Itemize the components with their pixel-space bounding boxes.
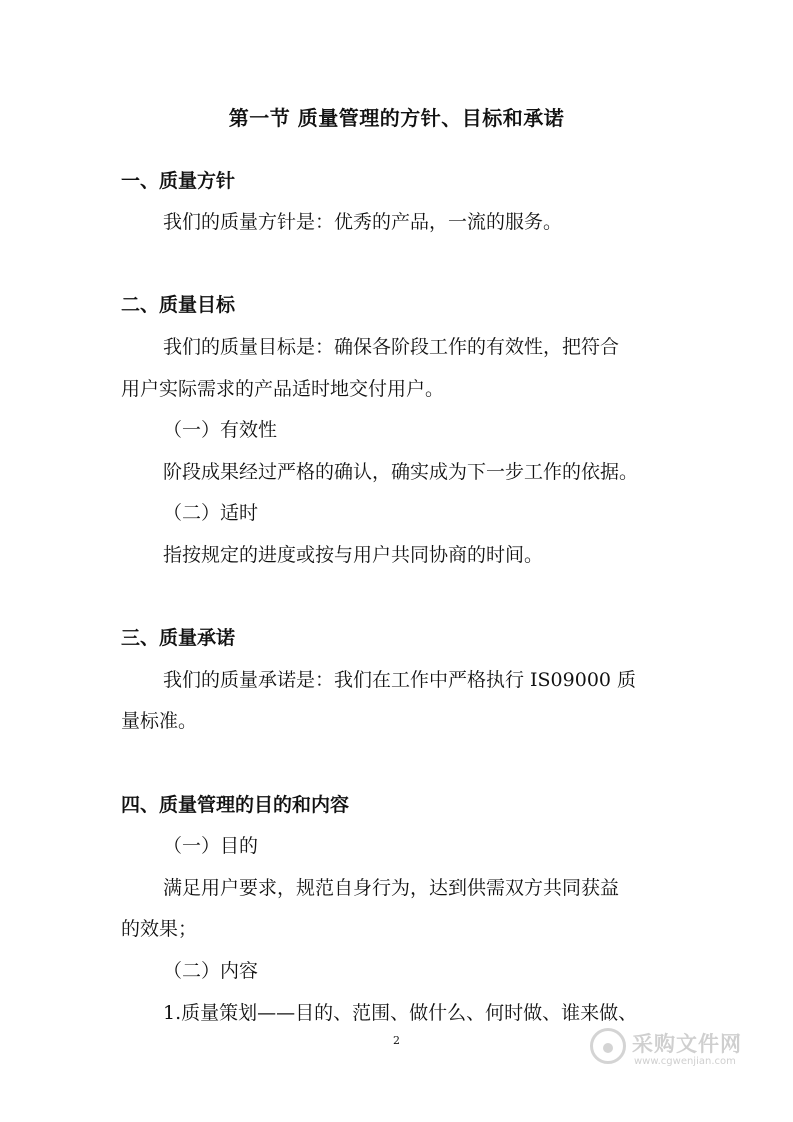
heading-quality-policy: 一、质量方针: [121, 170, 236, 192]
paragraph-line: 用户实际需求的产品适时地交付用户。: [121, 378, 445, 400]
paragraph-line: 的效果；: [121, 918, 198, 940]
paragraph-line: 指按规定的进度或按与用户共同协商的时间。: [163, 544, 544, 566]
paragraph-line: 我们的质量目标是：确保各阶段工作的有效性，把符合: [163, 336, 620, 358]
subheading-content: （二）内容: [163, 960, 259, 982]
subheading-effectiveness: （一）有效性: [163, 419, 278, 441]
watermark-name: 采购文件网: [632, 1032, 742, 1056]
paragraph-line: 量标准。: [121, 710, 198, 732]
watermark-url: www.cgwenjian.com: [634, 1056, 736, 1067]
paragraph-line: 1.质量策划——目的、范围、做什么、何时做、谁来做、: [163, 1002, 638, 1024]
paragraph-line: 阶段成果经过严格的确认，确实成为下一步工作的依据。: [163, 461, 639, 483]
subheading-purpose: （一）目的: [163, 835, 259, 857]
subheading-timely: （二）适时: [163, 502, 259, 524]
heading-purpose-content: 四、质量管理的目的和内容: [121, 794, 350, 816]
watermark-emblem-icon: [590, 1028, 626, 1064]
paragraph-line: 满足用户要求，规范自身行为，达到供需双方共同获益: [163, 877, 620, 899]
watermark-logo: [590, 1026, 750, 1072]
paragraph-line: 我们的质量承诺是：我们在工作中严格执行 IS09000 质: [163, 669, 637, 691]
paragraph-line: 我们的质量方针是：优秀的产品，一流的服务。: [163, 211, 563, 233]
heading-quality-objective: 二、质量目标: [121, 294, 236, 316]
section-title: 第一节 质量管理的方针、目标和承诺: [228, 106, 565, 130]
page-number: 2: [393, 1034, 400, 1047]
heading-quality-commitment: 三、质量承诺: [121, 627, 236, 649]
